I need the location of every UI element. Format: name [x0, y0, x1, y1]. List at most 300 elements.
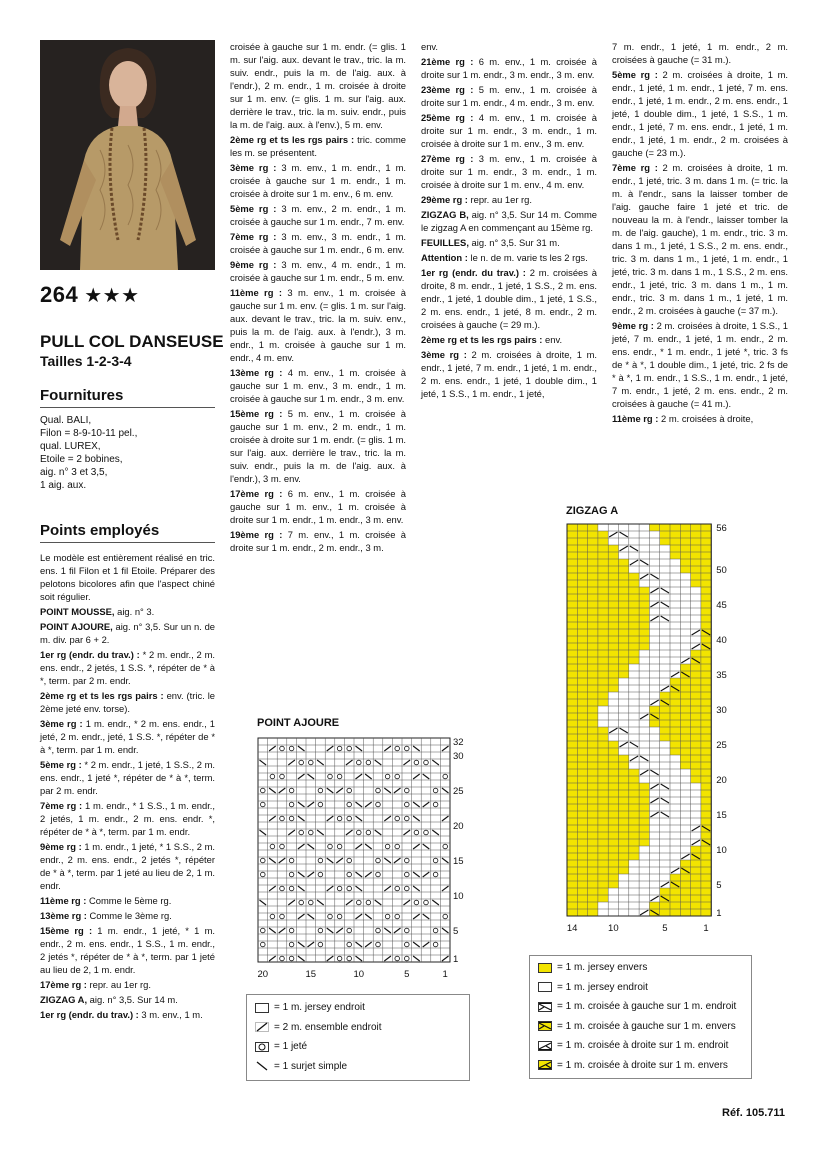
purl-cell: [588, 734, 598, 741]
purl-cell: [701, 713, 711, 720]
row-number-label: 5: [453, 926, 459, 937]
purl-cell: [588, 867, 598, 874]
zigzag-a-title: ZIGZAG A: [566, 505, 619, 517]
purl-cell: [639, 629, 649, 636]
purl-cell: [619, 622, 629, 629]
instruction-keyword: 5ème rg :: [612, 69, 658, 80]
instruction-keyword: 15ème rg :: [230, 408, 283, 419]
legend-row: [530, 1036, 751, 1056]
stitch-number-label: 1: [442, 969, 448, 980]
row-number-label: 1: [716, 908, 722, 919]
purl-cell: [701, 790, 711, 797]
instruction-keyword: 11ème rg :: [40, 895, 87, 906]
purl-cell: [691, 867, 701, 874]
purl-cell: [629, 804, 639, 811]
instruction-paragraph: [40, 620, 215, 646]
purl-cell: [680, 902, 690, 909]
purl-cell: [608, 769, 618, 776]
purl-cell: [701, 762, 711, 769]
model-number-text: 264: [40, 282, 79, 307]
supplies-line: Filon = 8-9-10-11 pel.,: [40, 428, 138, 439]
purl-cell: [608, 629, 618, 636]
purl-cell: [577, 664, 587, 671]
legend-label: = 1 m. croisée à droite sur 1 m. envers: [557, 1059, 728, 1071]
instruction-paragraph: [40, 894, 215, 907]
purl-cell: [691, 664, 701, 671]
purl-cell: [680, 706, 690, 713]
purl-cell: [680, 860, 690, 867]
purl-cell: [649, 524, 659, 531]
purl-cell: [680, 727, 690, 734]
purl-cell: [598, 664, 608, 671]
row-number-label: 20: [716, 775, 727, 786]
purl-cell: [701, 909, 711, 916]
purl-cell: [577, 671, 587, 678]
purl-cell: [670, 895, 680, 902]
purl-cell: [608, 867, 618, 874]
purl-cell: [588, 818, 598, 825]
instruction-text: aig. n° 3,5. Sur 14 m. Comme le zigzag A en commençant au 15ème rg.: [421, 209, 597, 233]
purl-cell: [588, 909, 598, 916]
purl-cell: [619, 790, 629, 797]
purl-cell: [680, 545, 690, 552]
purl-cell: [608, 839, 618, 846]
instruction-keyword: 19ème rg :: [230, 529, 283, 540]
purl-cell: [577, 524, 587, 531]
purl-cell: [691, 699, 701, 706]
instruction-text: 3 m. env., 3 m. endr., 1 m. croisée à gauche sur 1 m. endr., 6 m. env.: [230, 231, 406, 255]
purl-cell: [680, 524, 690, 531]
purl-cell: [577, 734, 587, 741]
purl-cell: [608, 762, 618, 769]
purl-cell: [598, 755, 608, 762]
purl-cell: [680, 874, 690, 881]
purl-cell: [567, 818, 577, 825]
purl-cell: [660, 727, 670, 734]
purl-cell: [567, 853, 577, 860]
instruction-keyword: 25ème rg :: [421, 112, 474, 123]
purl-cell: [670, 909, 680, 916]
purl-cell: [598, 741, 608, 748]
purl-cell: [588, 629, 598, 636]
instruction-keyword: 11ème rg :: [230, 287, 282, 298]
instruction-paragraph: [40, 924, 215, 976]
purl-cell: [577, 657, 587, 664]
purl-cell: [701, 776, 711, 783]
purl-cell: [577, 755, 587, 762]
purl-cell: [619, 580, 629, 587]
purl-cell: [701, 832, 711, 839]
stitch-number-label: 1: [703, 923, 709, 934]
purl-cell: [588, 713, 598, 720]
purl-cell: [701, 545, 711, 552]
purl-cell: [649, 720, 659, 727]
purl-cell: [598, 685, 608, 692]
purl-cell: [639, 783, 649, 790]
purl-cell: [701, 734, 711, 741]
purl-cell: [701, 608, 711, 615]
purl-cell: [680, 881, 690, 888]
purl-cell: [691, 748, 701, 755]
purl-cell: [691, 888, 701, 895]
purl-cell: [701, 622, 711, 629]
purl-cell: [619, 832, 629, 839]
purl-cell: [608, 804, 618, 811]
purl-cell: [670, 706, 680, 713]
purl-cell: [691, 881, 701, 888]
purl-cell: [577, 874, 587, 881]
purl-cell: [598, 888, 608, 895]
instruction-text: 3 m. env., 1 m. croisée à gauche sur 1 m. env. (= glis. 1 m. sur l'aig. aux. devant le trav., tric. la m. suiv. env., puis la m. de l'aig. aux. à l'endr.), 3 m. endr., 1 m. croisée à gauche sur 1 m. endr., 4 m. env.: [230, 287, 406, 363]
purl-cell: [680, 755, 690, 762]
purl-cell: [567, 874, 577, 881]
instruction-paragraph: [230, 258, 406, 284]
purl-cell: [567, 895, 577, 902]
purl-cell: [691, 678, 701, 685]
instruction-keyword: 7ème rg :: [40, 800, 83, 811]
purl-cell: [691, 895, 701, 902]
purl-cell: [660, 713, 670, 720]
instruction-keyword: POINT MOUSSE,: [40, 606, 115, 617]
purl-cell: [567, 769, 577, 776]
purl-cell: [588, 846, 598, 853]
woman-model-photo-icon: [40, 40, 215, 270]
purl-cell: [577, 769, 587, 776]
instruction-paragraph: [40, 551, 215, 603]
purl-cell: [680, 699, 690, 706]
purl-cell: [598, 804, 608, 811]
instruction-keyword: 17ème rg :: [40, 979, 87, 990]
purl-cell: [567, 559, 577, 566]
purl-cell: [629, 769, 639, 776]
purl-cell: [598, 671, 608, 678]
purl-cell: [598, 601, 608, 608]
instruction-paragraph: [40, 799, 215, 838]
purl-cell: [608, 587, 618, 594]
purl-cell: [629, 811, 639, 818]
purl-cell: [608, 860, 618, 867]
row-number-label: 1: [453, 954, 459, 965]
instruction-text: le n. de m. varie ts les 2 rgs.: [467, 252, 588, 263]
purl-cell: [629, 783, 639, 790]
instruction-text: env.: [421, 41, 439, 52]
instruction-text: 2 m. croisées à droite, 1 S.S., 1 jeté, 7 m. endr., 1 jeté, 1 m. endr., 2 m. ens. endr., * 1 m. endr., 1 jeté *, tric. 3 fs de * à *, 1 double dim., 1 jeté, tric. 2 fs de * à *, 1 m. endr., 1 S.S., 1 m. endr., 1 jeté, 7 m. endr., 1 jeté, 2 m. ens. endr., 2 m. croisées à gauche (= 41 m.).: [612, 320, 788, 409]
purl-cell: [588, 650, 598, 657]
purl-cell: [639, 587, 649, 594]
purl-cell: [598, 629, 608, 636]
instruction-text: 3 m. env., 1 m. croisée à droite sur 1 m. endr., 3 m. endr., 1 m. croisée à droite sur 1 m. env., 4 m. env.: [421, 153, 597, 190]
purl-cell: [567, 636, 577, 643]
purl-cell: [567, 608, 577, 615]
purl-cell: [701, 636, 711, 643]
legend-row: [530, 1017, 751, 1037]
purl-cell: [567, 587, 577, 594]
purl-cell: [670, 748, 680, 755]
purl-cell: [619, 594, 629, 601]
purl-cell: [629, 594, 639, 601]
purl-cell: [639, 832, 649, 839]
supplies-line: qual. LUREX,: [40, 441, 101, 452]
purl-cell: [598, 860, 608, 867]
purl-cell: [660, 538, 670, 545]
purl-cell: [577, 797, 587, 804]
purl-cell: [639, 797, 649, 804]
purl-cell: [619, 769, 629, 776]
purl-cell: [608, 622, 618, 629]
purl-cell: [701, 573, 711, 580]
purl-cell: [577, 727, 587, 734]
legend-label: = 1 m. croisée à droite sur 1 m. endroit: [557, 1040, 729, 1052]
purl-cell: [577, 692, 587, 699]
purl-cell: [619, 664, 629, 671]
purl-cell: [680, 888, 690, 895]
purl-cell: [649, 706, 659, 713]
instruction-text: 1 m. endr., * 1 S.S., 1 m. endr., 2 jetés, 1 m. endr., 2 m. ens. endr. *, répéter de * à *, term. par 1 m. endr.: [40, 800, 216, 837]
purl-cell: [691, 573, 701, 580]
row-number-label: 25: [453, 786, 464, 797]
purl-cell: [567, 545, 577, 552]
purl-cell: [567, 790, 577, 797]
purl-cell: [567, 909, 577, 916]
purl-cell: [619, 762, 629, 769]
instruction-text: 5 m. env., 1 m. croisée à gauche sur 1 m. env., 2 m. endr., 1 m. croisée à droite sur 1 m. endr. (= glis. 1 m. sur l'aig. aux. derrière le trav., tric. la m. suiv. endr., puis la m. de l'aig. aux. à l'endr.), 3 m. env.: [230, 408, 406, 484]
purl-cell: [577, 839, 587, 846]
legend-label: = 1 m. croisée à gauche sur 1 m. envers: [557, 1020, 736, 1032]
purl-cell: [577, 552, 587, 559]
purl-cell: [588, 685, 598, 692]
point-ajoure-chart: [250, 732, 480, 987]
purl-cell: [567, 832, 577, 839]
purl-cell: [588, 853, 598, 860]
row-number-label: 30: [716, 705, 727, 716]
purl-cell: [588, 643, 598, 650]
jersey-envers-symbol-icon: [538, 963, 552, 973]
purl-cell: [567, 552, 577, 559]
purl-cell: [598, 657, 608, 664]
purl-cell: [619, 853, 629, 860]
instruction-paragraph: [612, 40, 788, 66]
purl-cell: [577, 853, 587, 860]
purl-cell: [680, 552, 690, 559]
instruction-keyword: 27ème rg :: [421, 153, 474, 164]
purl-cell: [598, 853, 608, 860]
supplies-line: 1 aig. aux.: [40, 480, 87, 491]
purl-cell: [577, 580, 587, 587]
purl-cell: [629, 629, 639, 636]
right-cross-purl-symbol-icon: [538, 1060, 552, 1070]
purl-cell: [567, 650, 577, 657]
purl-cell: [588, 797, 598, 804]
purl-cell: [567, 734, 577, 741]
purl-cell: [567, 524, 577, 531]
purl-cell: [639, 804, 649, 811]
instruction-paragraph: [230, 230, 406, 256]
purl-cell: [567, 622, 577, 629]
purl-cell: [588, 832, 598, 839]
instruction-text: * 2 m. endr., 2 m. ens. endr., 2 jetés, 1 S.S. *, répéter de * à *, term. par 2 m. endr.: [40, 649, 215, 686]
purl-cell: [691, 727, 701, 734]
purl-cell: [619, 818, 629, 825]
instructions-column-3: [421, 40, 597, 402]
purl-cell: [608, 832, 618, 839]
purl-cell: [577, 790, 587, 797]
purl-cell: [598, 559, 608, 566]
purl-cell: [619, 615, 629, 622]
purl-cell: [619, 643, 629, 650]
purl-cell: [701, 706, 711, 713]
purl-cell: [598, 587, 608, 594]
purl-cell: [567, 755, 577, 762]
purl-cell: [588, 902, 598, 909]
purl-cell: [701, 601, 711, 608]
purl-cell: [691, 846, 701, 853]
purl-cell: [588, 699, 598, 706]
purl-cell: [701, 615, 711, 622]
purl-cell: [608, 818, 618, 825]
instructions-column-2: [230, 40, 406, 556]
instruction-text: aig. n° 3,5. Sur 31 m.: [468, 237, 560, 248]
instruction-text: 1 m. endr., 1 jeté, * 1 S.S., 2 m. endr., 2 m. ens. endr., 2 jetés *, répéter de * à *, term. par 1 jeté au lieu de 2, 1 m. endr.: [40, 841, 216, 891]
model-number: [40, 282, 140, 308]
purl-cell: [619, 811, 629, 818]
instruction-keyword: ZIGZAG B,: [421, 209, 469, 220]
purl-cell: [670, 524, 680, 531]
purl-cell: [598, 699, 608, 706]
purl-cell: [567, 867, 577, 874]
purl-cell: [629, 797, 639, 804]
purl-cell: [608, 671, 618, 678]
instruction-keyword: 13ème rg :: [230, 367, 283, 378]
purl-cell: [691, 552, 701, 559]
purl-cell: [577, 713, 587, 720]
purl-cell: [691, 762, 701, 769]
purl-cell: [691, 769, 701, 776]
instruction-keyword: FEUILLES,: [421, 237, 469, 248]
instruction-paragraph: [230, 133, 406, 159]
purl-cell: [598, 769, 608, 776]
purl-cell: [619, 650, 629, 657]
model-photo: [40, 40, 215, 270]
purl-cell: [577, 825, 587, 832]
purl-cell: [619, 657, 629, 664]
purl-cell: [598, 566, 608, 573]
purl-cell: [577, 594, 587, 601]
purl-cell: [567, 727, 577, 734]
purl-cell: [608, 776, 618, 783]
row-number-label: 15: [716, 810, 727, 821]
purl-cell: [629, 839, 639, 846]
purl-cell: [691, 909, 701, 916]
purl-cell: [598, 748, 608, 755]
purl-cell: [660, 692, 670, 699]
purl-cell: [567, 601, 577, 608]
instruction-text: aig. n° 3.: [114, 606, 155, 617]
zigzag-a-chart: [555, 516, 740, 944]
legend-label: = 1 m. jersey endroit: [557, 981, 648, 993]
purl-cell: [598, 636, 608, 643]
purl-cell: [588, 881, 598, 888]
purl-cell: [619, 587, 629, 594]
instruction-paragraph: [40, 993, 215, 1006]
purl-cell: [567, 846, 577, 853]
purl-cell: [567, 706, 577, 713]
purl-cell: [639, 825, 649, 832]
instruction-text: 6 m. env., 1 m. croisée à droite sur 1 m. endr., 3 m. endr., 3 m. env.: [421, 56, 597, 80]
purl-cell: [691, 720, 701, 727]
purl-cell: [608, 657, 618, 664]
purl-cell: [619, 839, 629, 846]
instruction-text: 6 m. env., 1 m. croisée à gauche sur 1 m. env., 1 m. croisée à droite sur 1 m. endr., 1 m. endr., 3 m. env.: [230, 488, 406, 525]
page-title: PULL COL DANSEUSE: [40, 332, 224, 351]
purl-cell: [691, 685, 701, 692]
reference-number: Réf. 105.711: [722, 1107, 785, 1119]
purl-cell: [670, 734, 680, 741]
purl-cell: [660, 720, 670, 727]
purl-cell: [701, 881, 711, 888]
purl-cell: [577, 762, 587, 769]
purl-cell: [608, 748, 618, 755]
purl-cell: [577, 818, 587, 825]
purl-cell: [567, 580, 577, 587]
purl-cell: [660, 902, 670, 909]
purl-cell: [588, 678, 598, 685]
purl-cell: [567, 629, 577, 636]
instruction-text: 2 m. croisées à droite, 8 m. endr., 1 jeté, 1 S.S., 2 m. ens. endr., 1 jeté, 1 double dim., 1 jeté, 1 S.S., 2 m. ens. endr., 1 jeté, 8 m. endr., 2 m. croisées à gauche (= 29 m.).: [421, 267, 597, 330]
purl-cell: [680, 748, 690, 755]
purl-cell: [608, 825, 618, 832]
instruction-keyword: 17ème rg :: [230, 488, 283, 499]
purl-cell: [588, 692, 598, 699]
instruction-paragraph: [230, 286, 406, 364]
purl-cell: [691, 531, 701, 538]
purl-cell: [567, 825, 577, 832]
instruction-paragraph: [612, 319, 788, 410]
instruction-text: 4 m. env., 1 m. croisée à gauche sur 1 m. env., 3 m. endr., 1 m. croisée à gauche sur 1 m. endr., 3 m. env.: [230, 367, 406, 404]
purl-cell: [608, 650, 618, 657]
purl-cell: [639, 615, 649, 622]
sizes-label: Tailles 1-2-3-4: [40, 353, 132, 369]
instruction-text: 3 m. env., 1 m. endr., 1 m. croisée à gauche sur 1 m. endr., 1 m. croisée à droite sur 1 m. env., 6 m. env.: [230, 162, 406, 199]
stitch-number-label: 20: [257, 969, 269, 980]
purl-cell: [588, 776, 598, 783]
instruction-keyword: 7ème rg :: [230, 231, 277, 242]
purl-cell: [608, 678, 618, 685]
purl-cell: [680, 531, 690, 538]
supplies-line: Etoile = 2 bobines,: [40, 454, 123, 465]
purl-cell: [701, 804, 711, 811]
instruction-paragraph: [40, 717, 215, 756]
purl-cell: [608, 559, 618, 566]
purl-cell: [670, 741, 680, 748]
legend-label: = 1 m. jersey envers: [557, 962, 648, 974]
purl-cell: [691, 545, 701, 552]
purl-cell: [629, 580, 639, 587]
instruction-keyword: 23ème rg :: [421, 84, 474, 95]
purl-cell: [619, 860, 629, 867]
instruction-keyword: 5ème rg :: [40, 759, 82, 770]
purl-cell: [608, 811, 618, 818]
purl-cell: [577, 559, 587, 566]
purl-cell: [598, 867, 608, 874]
instruction-paragraph: [40, 909, 215, 922]
purl-cell: [588, 608, 598, 615]
purl-cell: [577, 587, 587, 594]
purl-cell: [629, 636, 639, 643]
instruction-paragraph: [40, 605, 215, 618]
purl-cell: [680, 538, 690, 545]
purl-cell: [577, 643, 587, 650]
purl-cell: [629, 776, 639, 783]
